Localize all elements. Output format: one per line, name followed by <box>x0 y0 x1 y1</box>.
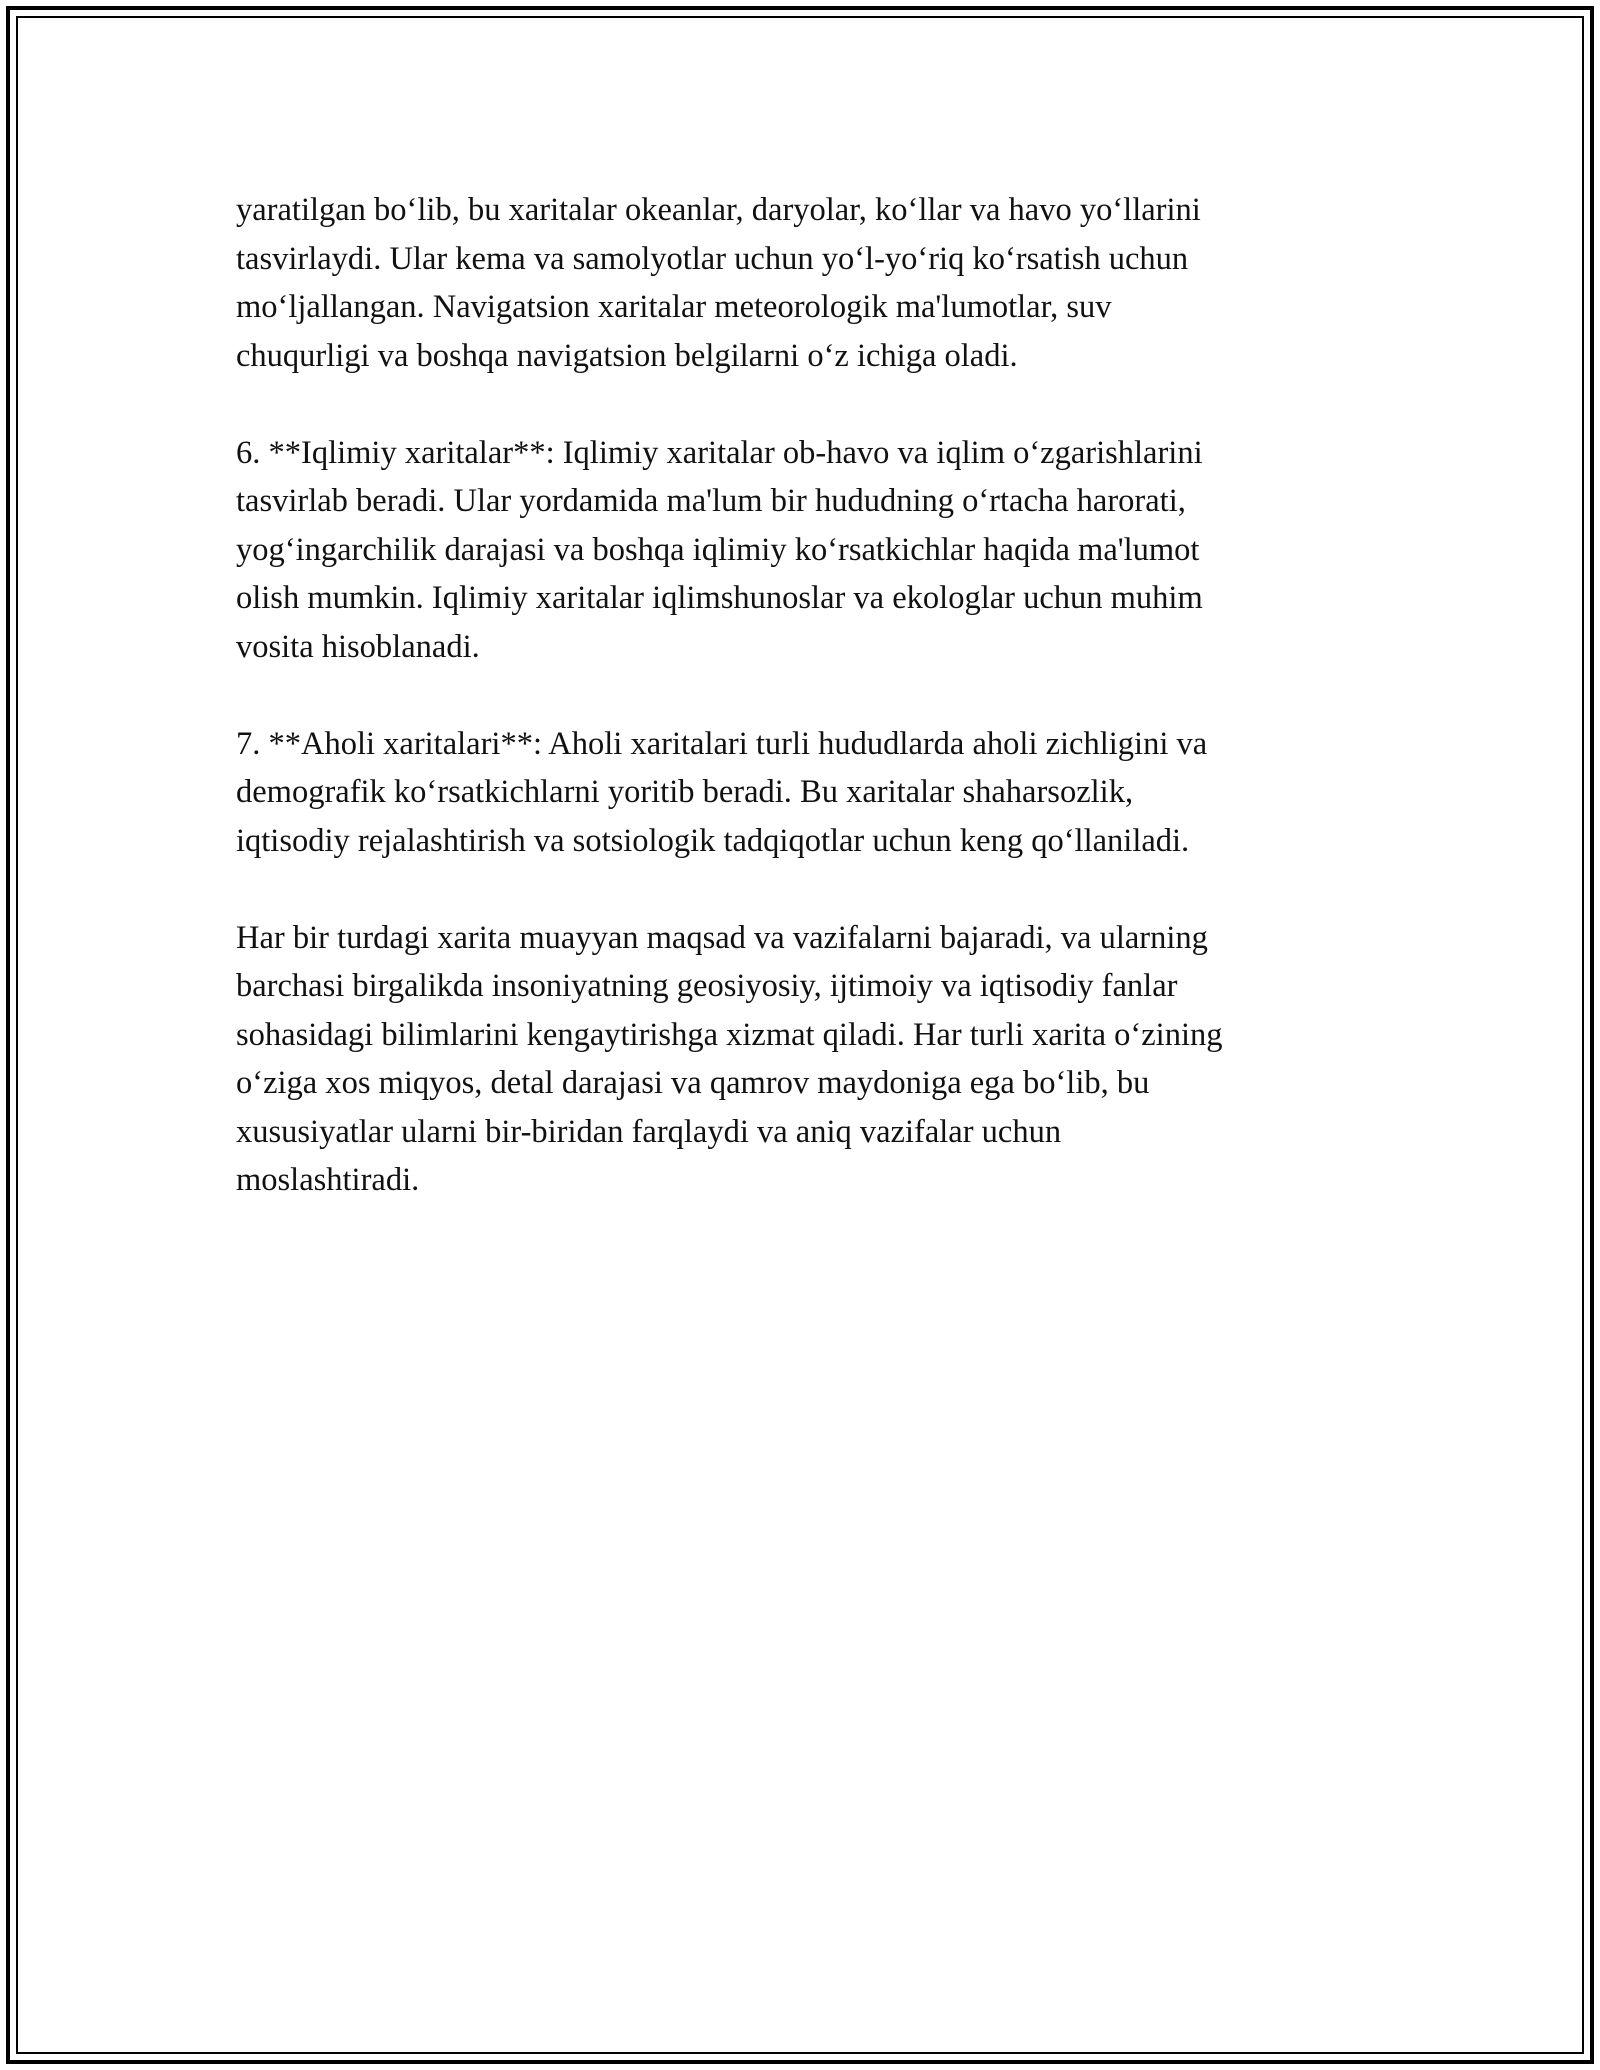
paragraph-population-maps: 7. **Aholi xaritalari**: Aholi xaritalari turli hududlarda aholi zichligini va demografik ko‘rsatkichlarni yoritib beradi. Bu xaritalar shaharsozlik, iqtisodiy rejalashtirish va sotsiologik tadqiqotlar uchun keng qo‘llaniladi. <box>236 725 1208 859</box>
paragraph-climate-maps: 6. **Iqlimiy xaritalar**: Iqlimiy xaritalar ob-havo va iqlim o‘zgarishlarini tasvirlab beradi. Ular yordamida ma'lum bir hududning o‘rtacha harorati, yog‘ingarchilik darajasi va boshqa iqlimiy ko‘rsatkichlar haqida ma'lumot olish mumkin. Iqlimiy xaritalar iqlimshunoslar va ekologlar uchun muhim vosita hisoblanadi. <box>236 434 1203 665</box>
paragraph-navigation-maps: yaratilgan bo‘lib, bu xaritalar okeanlar, daryolar, ko‘llar va havo yo‘llarini tasvirlaydi. Ular kema va samolyotlar uchun yo‘l-yo‘riq ko‘rsatish uchun mo‘ljallangan. Navigatsion xaritalar meteorologik ma'lumotlar, suv chuqurligi va boshqa navigatsion belgilarni o‘z ichiga oladi. <box>236 192 1201 374</box>
document-body <box>236 186 1366 1253</box>
paragraph-conclusion: Har bir turdagi xarita muayyan maqsad va vazifalarni bajaradi, va ularning barchasi birgalikda insoniyatning geosiyosiy, ijtimoiy va iqtisodiy fanlar sohasidagi bilimlarini kengaytirishga xizmat qiladi. Har turli xarita o‘zining o‘ziga xos miqyos, detal darajasi va qamrov maydoniga ega bo‘lib, bu xususiyatlar ularni bir-biridan farqlaydi va aniq vazifalar uchun moslashtiradi. <box>236 919 1223 1198</box>
